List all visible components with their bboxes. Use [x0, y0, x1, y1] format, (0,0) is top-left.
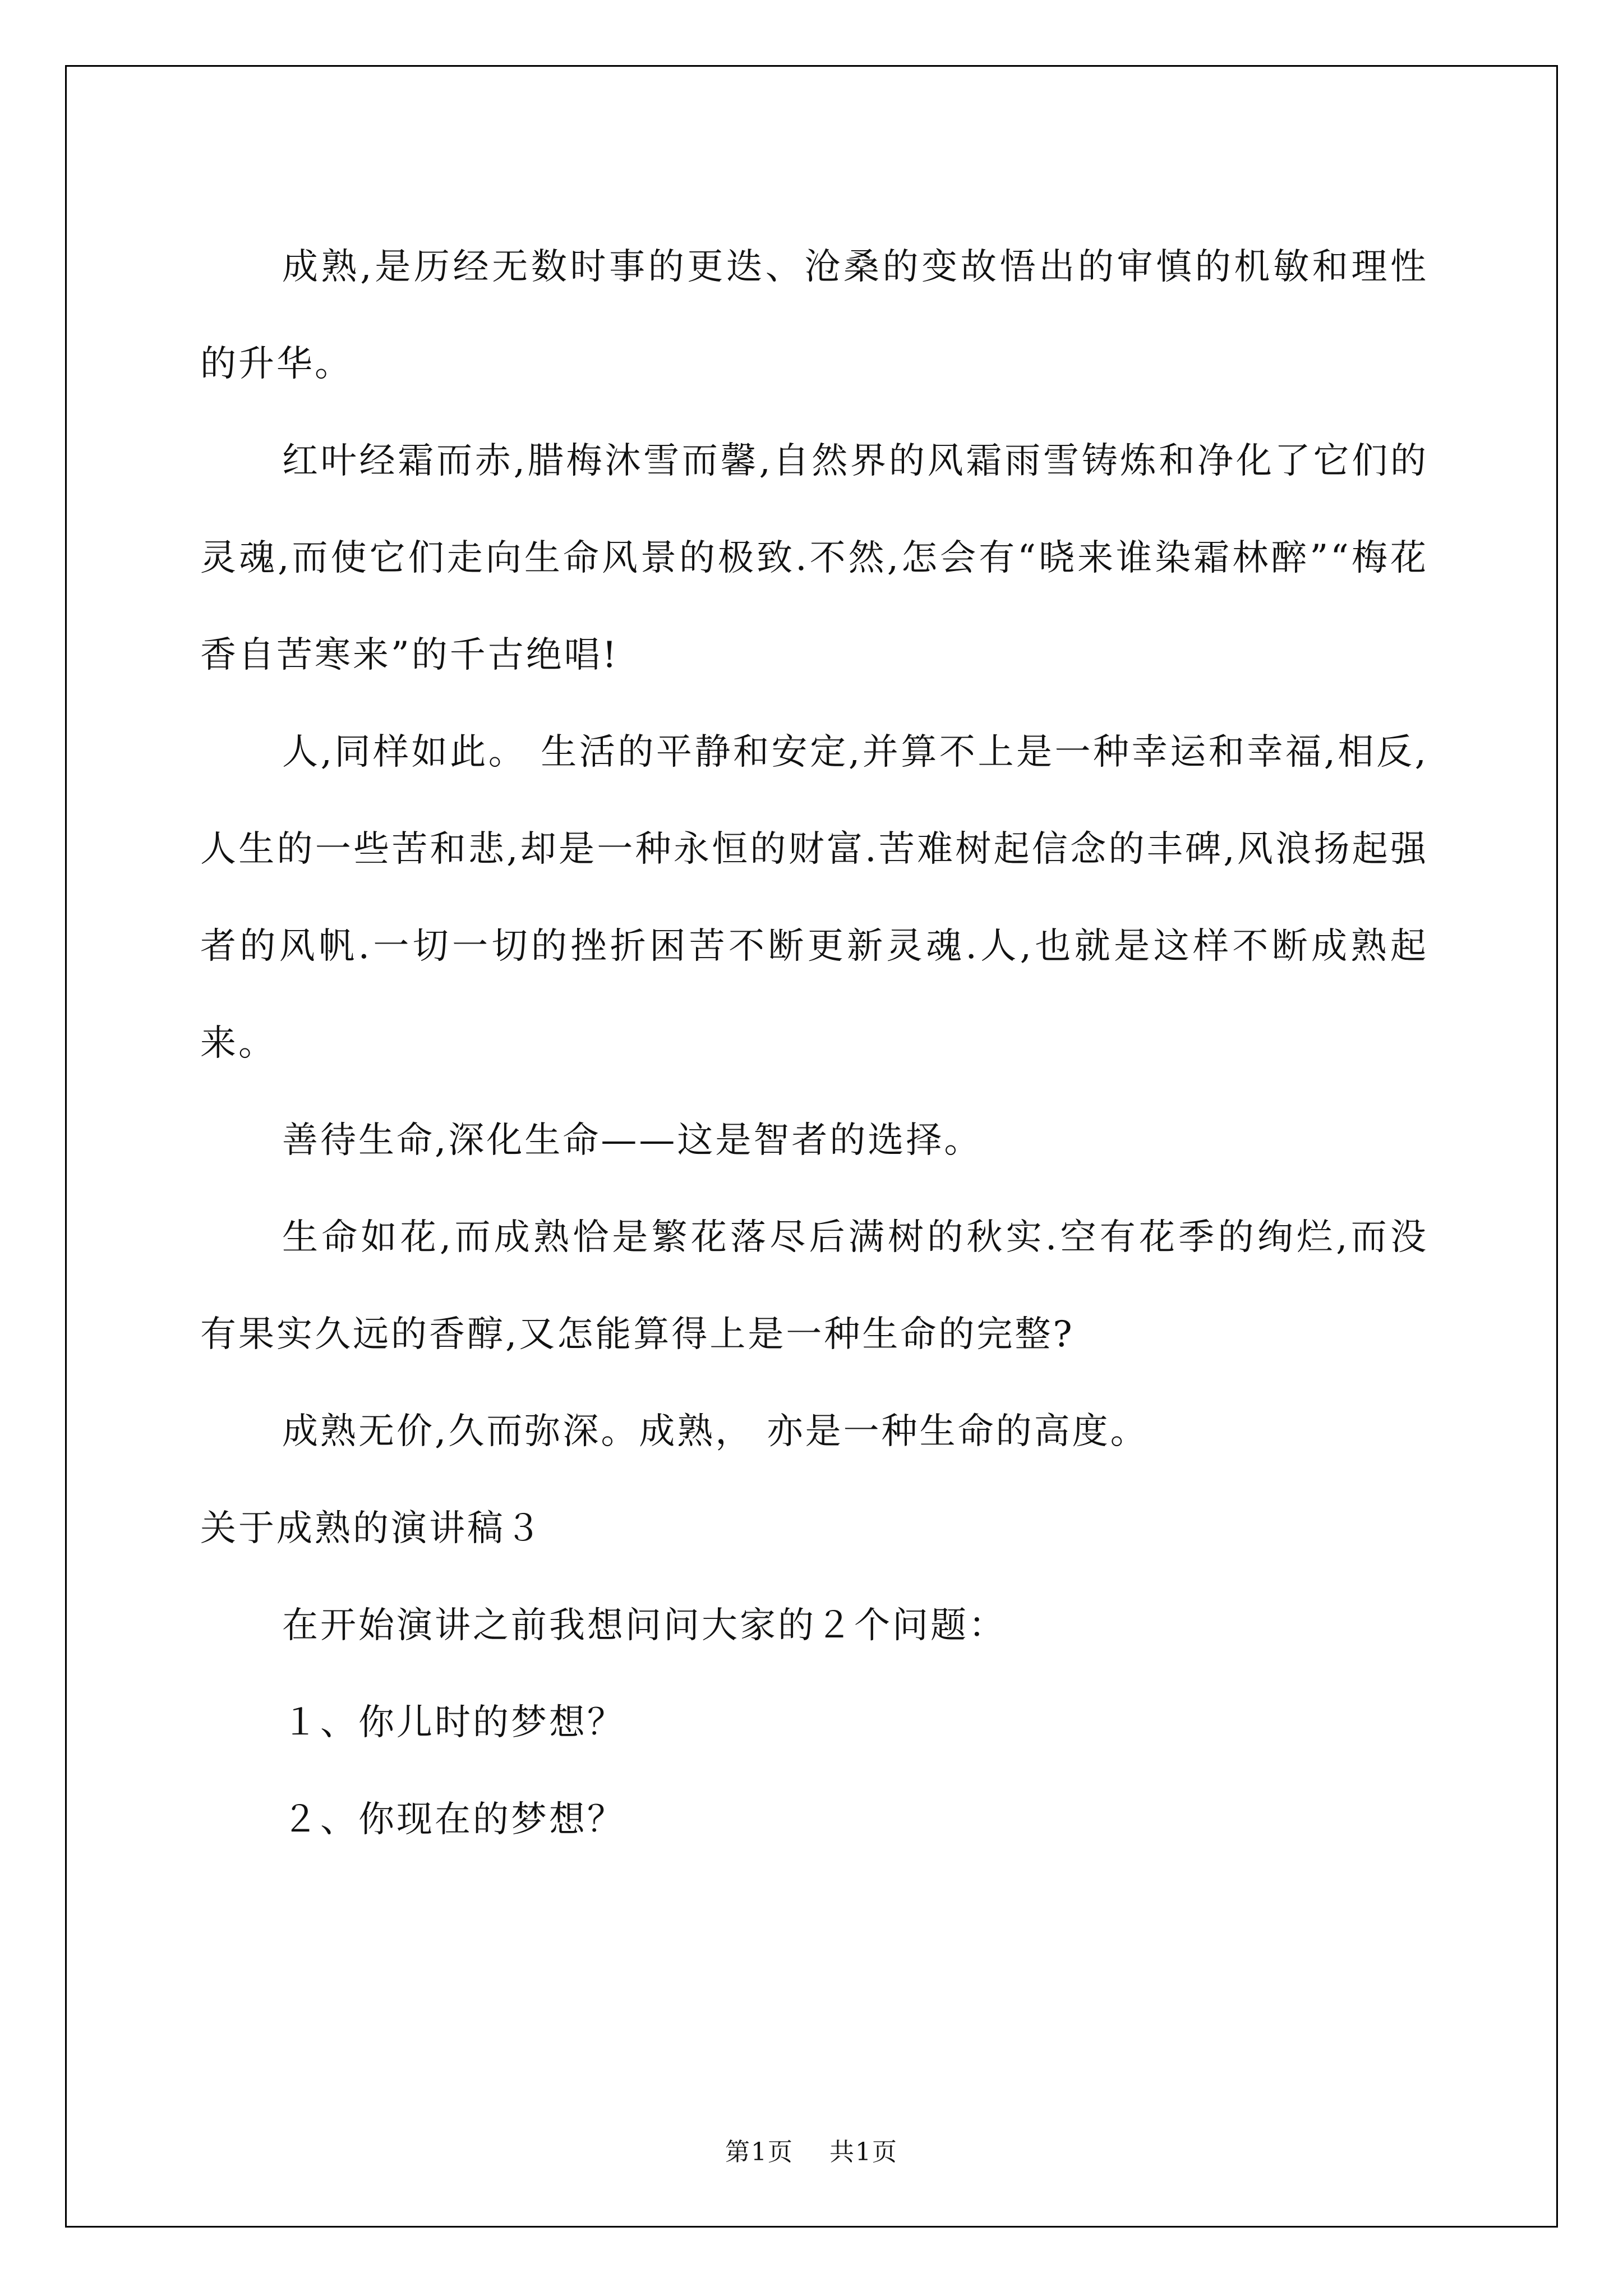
section-heading: 关于成熟的演讲稿３: [200, 1508, 543, 1549]
document-body: [200, 219, 1428, 1869]
paragraph: 人,同样如此。 生活的平静和安定,并算不上是一种幸运和幸福,相反,人生的一些苦和悲,却是一种永恒的财富.苦难树起信念的丰碑,风浪扬起强者的风帆.一切一切的挫折困苦不断更新灵魂.人,也就是这样不断成熟起来。: [200, 731, 1428, 1064]
list-item: １、你儿时的梦想？: [282, 1702, 625, 1743]
page-number: 第1页: [725, 2138, 794, 2166]
paragraph: 成熟无价,久而弥深。成熟， 亦是一种生命的高度。: [282, 1411, 1149, 1452]
page-total: 共1页: [829, 2138, 898, 2166]
paragraph: 生命如花,而成熟恰是繁花落尽后满树的秋实.空有花季的绚烂,而没有果实久远的香醇,又怎能算得上是一种生命的完整?: [200, 1217, 1428, 1355]
paragraph: 在开始演讲之前我想问问大家的２个问题：: [282, 1605, 1007, 1646]
paragraph: 善待生命,深化生命——这是智者的选择。: [282, 1120, 983, 1161]
paragraph: 成熟,是历经无数时事的更迭、沧桑的变故悟出的审慎的机敏和理性的升华。: [200, 246, 1428, 385]
list-item: ２、你现在的梦想？: [282, 1799, 625, 1841]
paragraph: 红叶经霜而赤,腊梅沐雪而馨,自然界的风霜雨雪铸炼和净化了它们的灵魂,而使它们走向生命风景的极致.不然,怎会有“晓来谁染霜林醉”“梅花香自苦寒来”的千古绝唱!: [200, 440, 1428, 676]
page-footer: [0, 2132, 1623, 2168]
